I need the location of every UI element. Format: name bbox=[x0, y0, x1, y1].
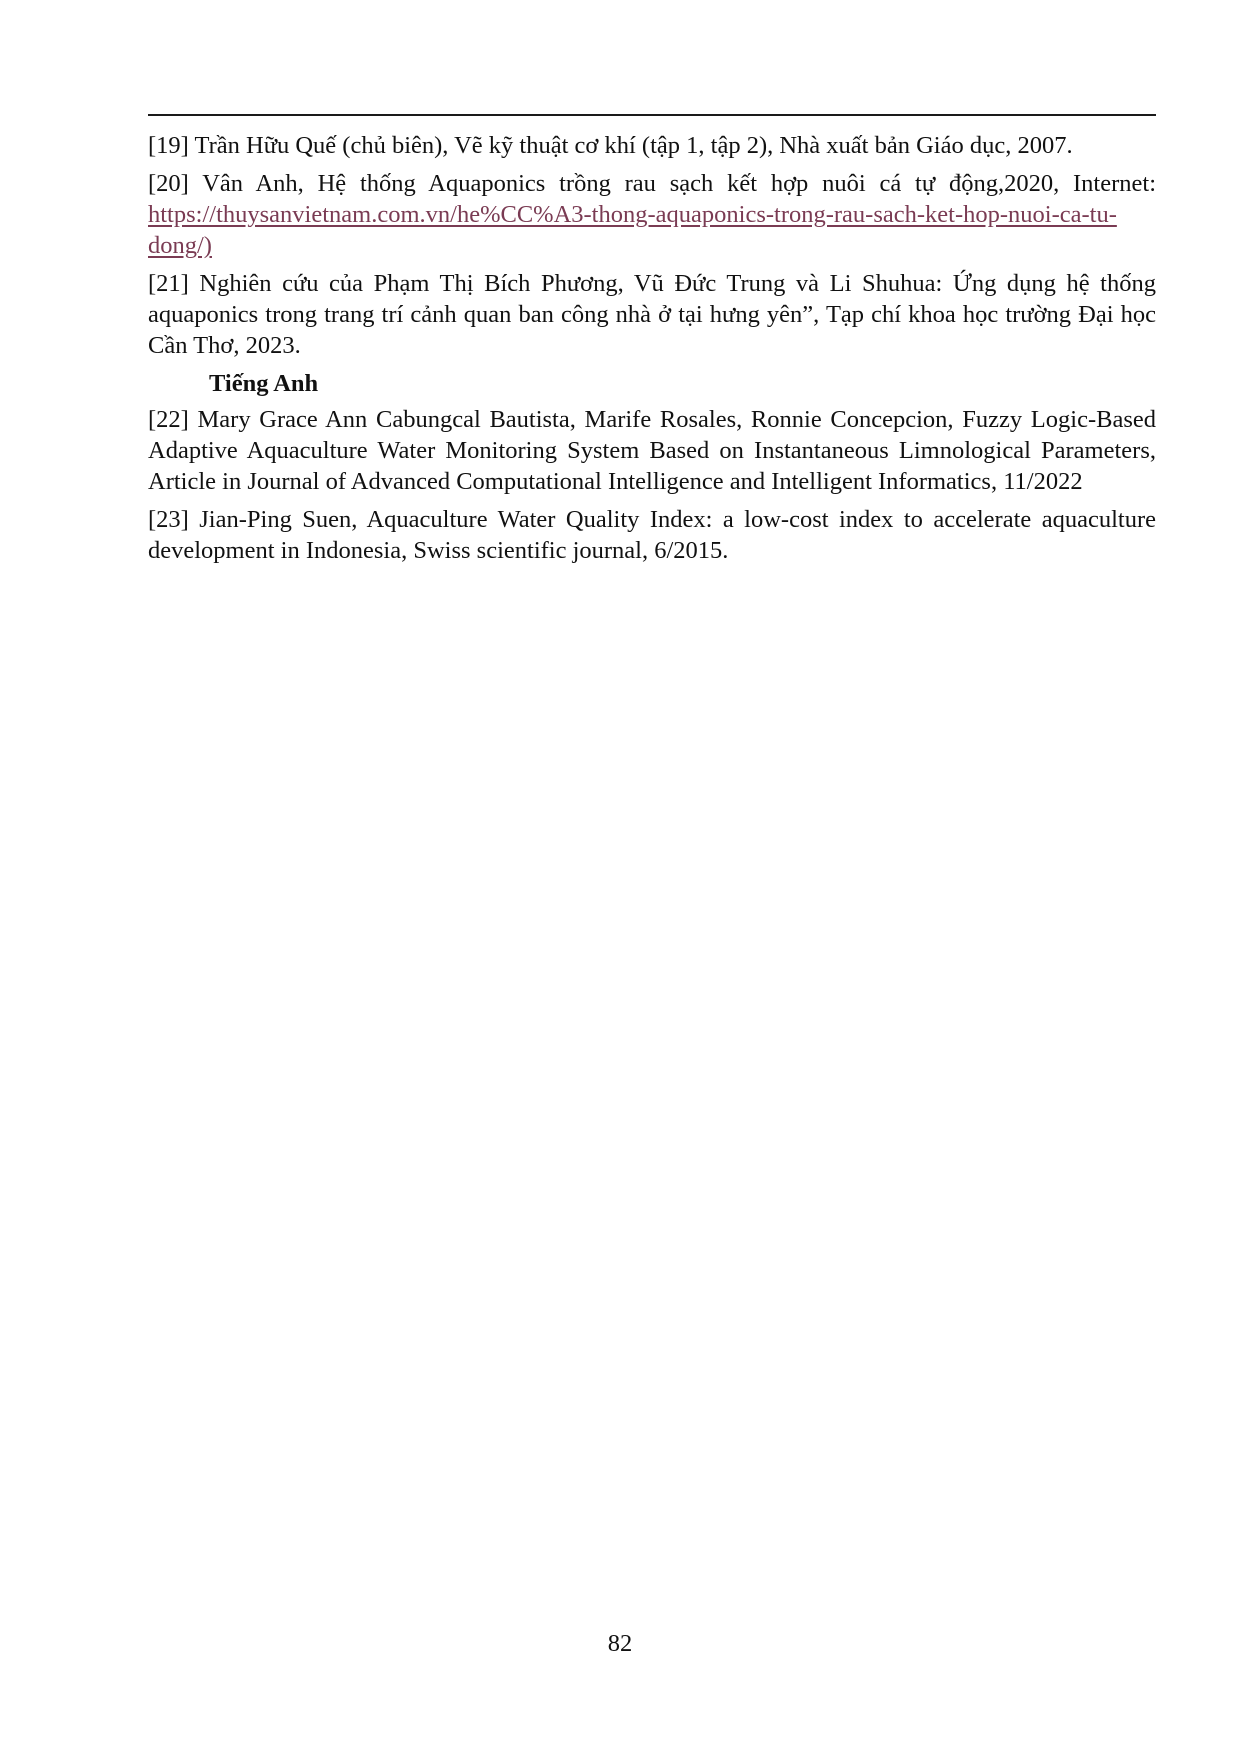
section-heading-english: Tiếng Anh bbox=[209, 370, 319, 397]
reference-22 bbox=[148, 404, 1156, 497]
reference-22-text: [22] Mary Grace Ann Cabungcal Bautista, Marife Rosales, Ronnie Concepcion, Fuzzy Logic-Based Adaptive Aquaculture Water Monitoring System Based on Instantaneous Limnological Parameters, Article in Journal of Advanced Computational Intelligence and Intelligent Informatics, 11/2022 bbox=[148, 406, 1156, 495]
reference-19-text: [19] Trần Hữu Quế (chủ biên), Vẽ kỹ thuật cơ khí (tập 1, tập 2), Nhà xuất bản Giáo dục, 2007. bbox=[148, 132, 1073, 159]
reference-19 bbox=[148, 130, 1156, 161]
references-list bbox=[148, 130, 1156, 573]
reference-20-link[interactable]: https://thuysanvietnam.com.vn/he%CC%A3-thong-aquaponics-trong-rau-sach-ket-hop-nuoi-ca-tu-dong/) bbox=[148, 201, 1117, 259]
reference-20-text: [20] Vân Anh, Hệ thống Aquaponics trồng rau sạch kết hợp nuôi cá tự động,2020, Internet: bbox=[148, 170, 1156, 197]
header-rule bbox=[148, 114, 1156, 116]
reference-21-text: [21] Nghiên cứu của Phạm Thị Bích Phương, Vũ Đức Trung và Li Shuhua: Ứng dụng hệ thống aquaponics trong trang trí cảnh quan ban công nhà ở tại hưng yên”, Tạp chí khoa học trường Đại học Cần Thơ, 2023. bbox=[148, 270, 1156, 359]
reference-23-text: [23] Jian-Ping Suen, Aquaculture Water Quality Index: a low-cost index to accelerate aquaculture development in Indonesia, Swiss scientific journal, 6/2015. bbox=[148, 506, 1156, 564]
page-number: 82 bbox=[607, 1630, 633, 1657]
reference-20 bbox=[148, 168, 1156, 261]
reference-21 bbox=[148, 268, 1156, 361]
reference-23 bbox=[148, 504, 1156, 566]
